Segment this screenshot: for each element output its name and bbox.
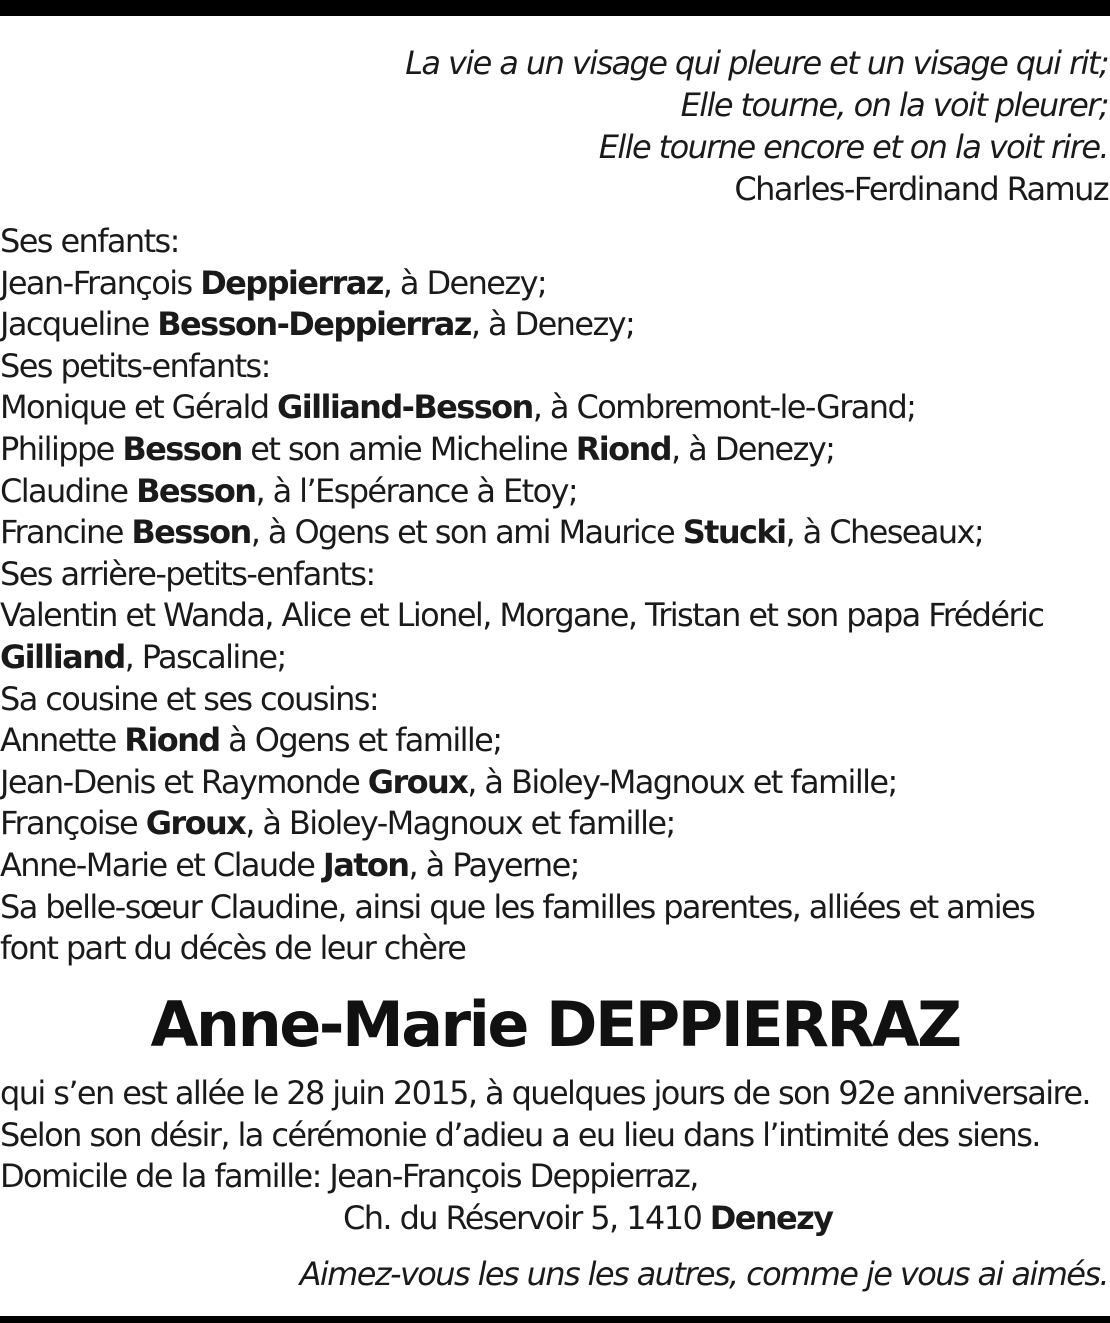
family-member-row: [0, 720, 1043, 762]
location: , à Bioley-Magnoux et famille;: [245, 804, 675, 843]
surname: Besson: [136, 471, 256, 510]
surname: Gilliand-Besson: [277, 388, 533, 427]
family-member-row: [0, 304, 1043, 346]
surname: Groux: [145, 804, 246, 843]
given-names: Monique et Gérald: [0, 388, 278, 427]
family-member-row: [0, 845, 1043, 887]
family-member-row: [0, 512, 1043, 554]
given-names: Jean-François: [0, 263, 201, 302]
location: , à Cheseaux;: [785, 513, 984, 552]
location: , à Payerne;: [408, 845, 579, 884]
family-member-row: [0, 387, 1043, 429]
given-names: Jean-Denis et Raymonde: [0, 762, 368, 801]
surname: Stucki: [682, 513, 786, 552]
surname: Besson-Deppierraz: [157, 305, 471, 344]
address-street: Ch. du Réservoir 5, 1410: [343, 1198, 710, 1237]
location: , à Bioley-Magnoux et famille;: [467, 762, 897, 801]
location: , à l’Espérance à Etoy;: [255, 471, 578, 510]
top-rule: [0, 0, 1110, 16]
heading-cousins: Sa cousine et ses cousins:: [0, 679, 379, 718]
family-home-line: Domicile de la famille: Jean-François Deppierraz,: [0, 1157, 698, 1196]
family-member-row: [0, 429, 1043, 471]
closing-motto: Aimez-vous les uns les autres, comme je vous ai aimés.: [299, 1255, 1108, 1293]
location: , à Combremont-le-Grand;: [532, 388, 916, 427]
death-date-line: qui s’en est allée le 28 juin 2015, à quelques jours de son 92e anniversaire.: [0, 1074, 1091, 1112]
great-grandchildren-names: Valentin et Wanda, Alice et Lionel, Morgane, Tristan et son papa Frédéric: [0, 596, 1044, 635]
ceremony-line: Selon son désir, la cérémonie d’adieu a eu lieu dans l’intimité des siens.: [0, 1115, 1040, 1154]
location: , à Denezy;: [382, 263, 547, 302]
deceased-name: Anne-Marie DEPPIERRAZ: [150, 988, 960, 1061]
partner-text: et son amie Micheline: [241, 429, 576, 468]
family-member-row: [0, 762, 1043, 804]
epigraph-quote: [405, 42, 1108, 210]
surname: Besson: [122, 429, 242, 468]
given-names: Francine: [0, 513, 132, 552]
family-address: [0, 1198, 1090, 1240]
given-names: Françoise: [0, 804, 146, 843]
closing-text: [0, 1073, 1090, 1239]
address-town: Denezy: [709, 1198, 833, 1237]
bottom-rule: [0, 1316, 1110, 1323]
heading-grandchildren: Ses petits-enfants:: [0, 346, 270, 385]
given-names: Claudine: [0, 471, 137, 510]
extended-family-line: Sa belle-sœur Claudine, ainsi que les familles parentes, alliées et amies: [0, 887, 1035, 926]
given-names: Annette: [0, 721, 125, 760]
given-names: Jacqueline: [0, 305, 158, 344]
heading-children: Ses enfants:: [0, 222, 179, 260]
surname: Gilliand: [0, 637, 125, 676]
given-names: Philippe: [0, 429, 123, 468]
partner-text: , à Ogens et son ami Maurice: [250, 513, 683, 552]
family-member-row: [0, 263, 1043, 305]
location: , à Denezy;: [671, 429, 835, 468]
location: , à Denezy;: [470, 305, 635, 344]
epigraph-line: Elle tourne, on la voit pleurer;: [680, 86, 1108, 124]
surname: Jaton: [322, 845, 409, 884]
epigraph-line: La vie a un visage qui pleure et un visage qui rit;: [405, 44, 1108, 82]
surname: Riond: [575, 429, 671, 468]
announcement-line: font part du décès de leur chère: [0, 929, 466, 968]
family-member-row: [0, 637, 1043, 679]
given-names: Anne-Marie et Claude: [0, 845, 323, 884]
family-member-row: [0, 471, 1043, 513]
epigraph-line: Elle tourne encore et on la voit rire.: [598, 128, 1108, 166]
heading-great-grandchildren: Ses arrière-petits-enfants:: [0, 554, 375, 593]
epigraph-author: Charles-Ferdinand Ramuz: [734, 170, 1108, 208]
surname: Groux: [367, 762, 468, 801]
surname: Besson: [131, 513, 251, 552]
family-member-row: [0, 803, 1043, 845]
given-names: , Pascaline;: [124, 637, 286, 676]
family-list: [0, 221, 1043, 970]
surname: Riond: [124, 721, 220, 760]
surname: Deppierraz: [200, 263, 383, 302]
location: à Ogens et famille;: [219, 721, 502, 760]
